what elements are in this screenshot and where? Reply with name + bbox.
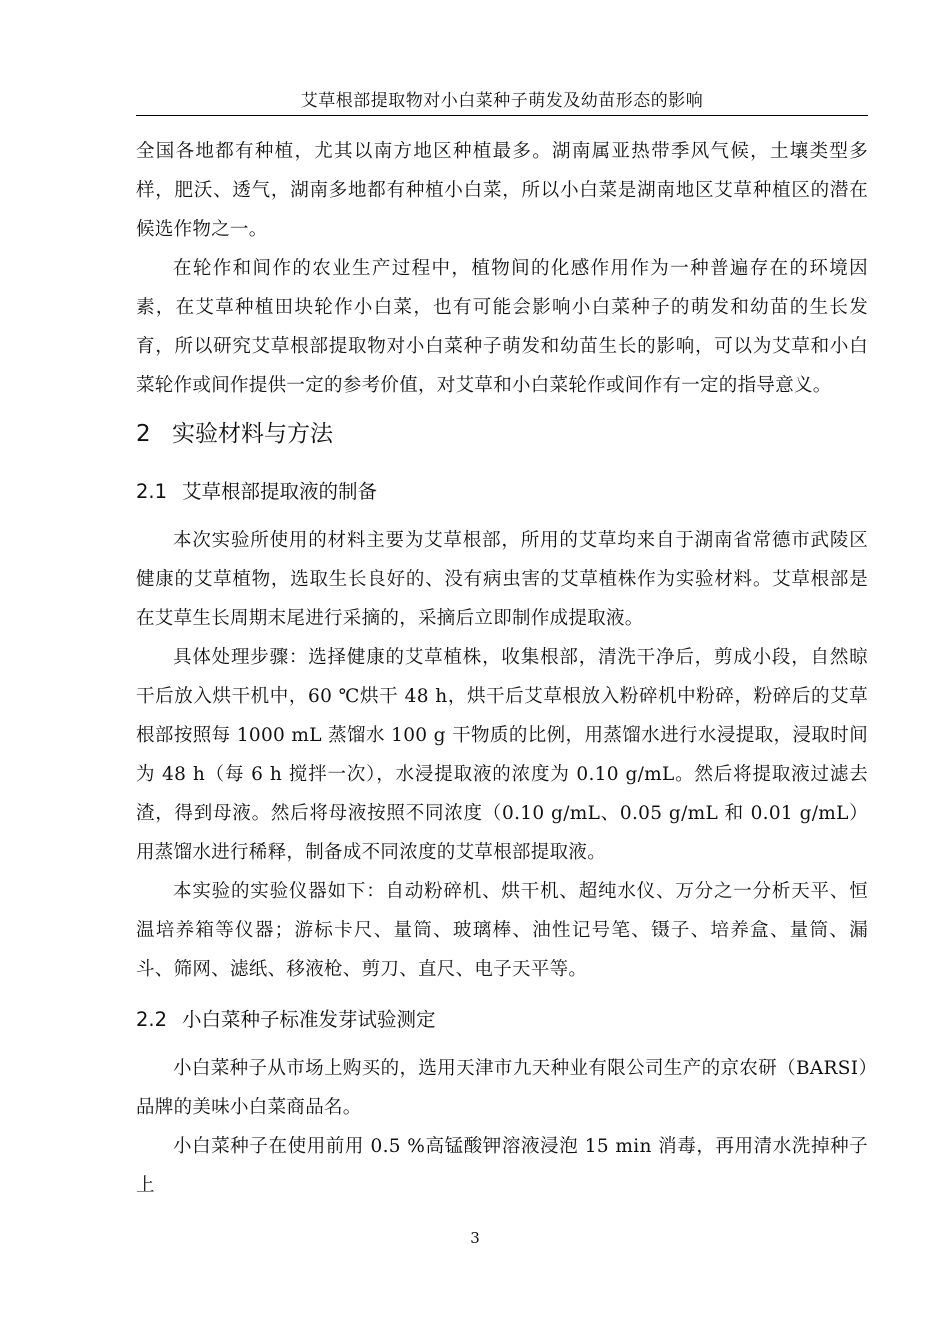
paragraph-7: 小白菜种子在使用前用 0.5 %高锰酸钾溶液浸泡 15 min 消毒，再用清水洗掉种子上 [136,1136,868,1196]
paragraph-1: 全国各地都有种植，尤其以南方地区种植最多。湖南属亚热带季风气候，土壤类型多样，肥沃、透气，湖南多地都有种植小白菜，所以小白菜是湖南地区艾草种植区的潜在候选作物之一。 [136,141,868,240]
subsection-number: 2.1 [136,480,168,503]
paragraph-2: 在轮作和间作的农业生产过程中，植物间的化感作用作为一种普遍存在的环境因素，在艾草种植田块轮作小白菜，也有可能会影响小白菜种子的萌发和幼苗的生长发育，所以研究艾草根部提取物对小白菜种子萌发和幼苗生长的影响，可以为艾草和小白菜轮作或间作提供一定的参考价值，对艾草和小白菜轮作或间作有一定的指导意义。 [136,258,868,396]
running-header: 艾草根部提取物对小白菜种子萌发及幼苗形态的影响 [300,91,704,111]
paragraph-3: 本次实验所使用的材料主要为艾草根部，所用的艾草均来自于湖南省常德市武陵区健康的艾草植物，选取生长良好的、没有病虫害的艾草植株作为实验材料。艾草根部是在艾草生长周期末尾进行采摘的，采摘后立即制作成提取液。 [136,530,868,629]
paragraph-6: 小白菜种子从市场上购买的，选用天津市九天种业有限公司生产的京农研（BARSI）品牌的美味小白菜商品名。 [136,1058,868,1118]
paragraph-5: 本实验的实验仪器如下：自动粉碎机、烘干机、超纯水仪、万分之一分析天平、恒温培养箱等仪器；游标卡尺、量筒、玻璃棒、油性记号笔、镊子、培养盒、量筒、漏斗、筛网、滤纸、移液枪、剪刀、直尺、电子天平等。 [136,881,868,980]
section-heading-2 [136,417,868,451]
paragraph-4: 具体处理步骤：选择健康的艾草植株，收集根部，清洗干净后，剪成小段，自然晾干后放入烘干机中，60 ℃烘干 48 h，烘干后艾草根放入粉碎机中粉碎，粉碎后的艾草根部按照每 1000 mL 蒸馏水 100 g 干物质的比例，用蒸馏水进行水浸提取，浸取时间为 48 h（每 6 h 搅拌一次），水浸提取液的浓度为 0.10 g/mL。然后将提取液过滤去渣，得到母液。然后将母液按照不同浓度（0.10 g/mL、0.05 g/mL 和 0.01 g/mL）用蒸馏水进行稀释，制备成不同浓度的艾草根部提取液。 [136,647,868,863]
page-number: 3 [470,1229,480,1247]
subsection-title: 小白菜种子标准发芽试验测定 [182,1008,436,1031]
header-rule [136,115,868,116]
page-body [136,132,868,1205]
section-number: 2 [136,421,151,447]
subsection-heading-2-2 [136,1005,868,1035]
section-title: 实验材料与方法 [172,421,333,447]
subsection-number: 2.2 [136,1008,168,1031]
subsection-title: 艾草根部提取液的制备 [182,480,378,503]
subsection-heading-2-1 [136,477,868,507]
